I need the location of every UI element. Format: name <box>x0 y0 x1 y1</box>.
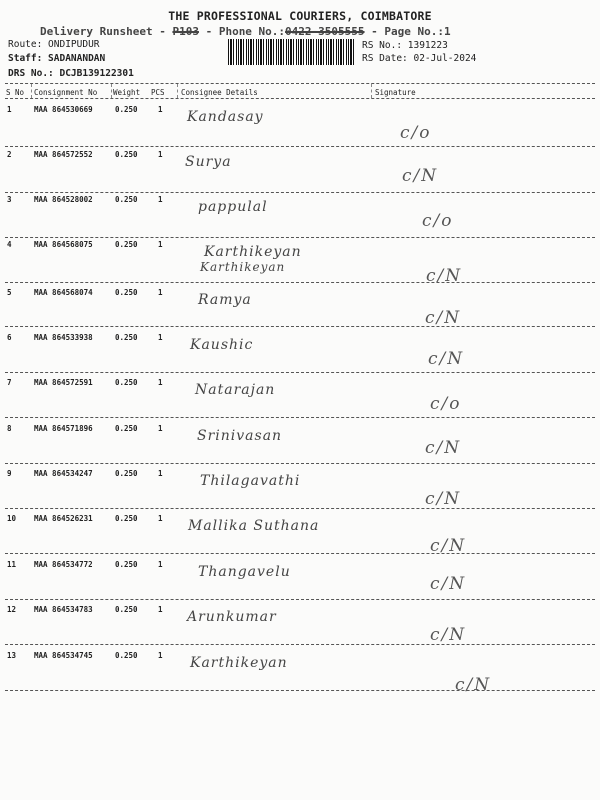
row-receiver-signature: c/o <box>430 394 462 414</box>
row-divider <box>5 282 595 283</box>
row-divider <box>5 372 595 373</box>
row-weight: 0.250 <box>115 378 138 387</box>
row-consignment-no: MAA 864568075 <box>34 240 93 249</box>
row-consignee-signature: Arunkumar <box>187 609 277 625</box>
row-divider <box>5 326 595 327</box>
col-header-sno: S No <box>6 88 25 97</box>
row-consignment-no: MAA 864572552 <box>34 150 93 159</box>
row-divider <box>5 463 595 464</box>
row-pcs: 1 <box>158 240 163 249</box>
row-divider <box>5 599 595 600</box>
col-sep <box>371 84 372 98</box>
row-pcs: 1 <box>158 105 163 114</box>
row-divider <box>5 146 595 147</box>
row-divider <box>5 690 595 691</box>
row-pcs: 1 <box>158 378 163 387</box>
row-receiver-signature: c/N <box>430 574 467 594</box>
row-pcs: 1 <box>158 195 163 204</box>
row-consignment-no: MAA 864534247 <box>34 469 93 478</box>
rs-number: RS No.: 1391223 <box>362 40 448 51</box>
row-sno: 2 <box>7 150 12 159</box>
row-divider <box>5 553 595 554</box>
header-top-rule <box>5 83 595 84</box>
row-weight: 0.250 <box>115 333 138 342</box>
row-weight: 0.250 <box>115 105 138 114</box>
row-pcs: 1 <box>158 288 163 297</box>
row-pcs: 1 <box>158 424 163 433</box>
row-sno: 10 <box>7 514 17 523</box>
row-pcs: 1 <box>158 605 163 614</box>
row-weight: 0.250 <box>115 288 138 297</box>
row-receiver-signature: c/o <box>400 123 432 143</box>
phone-number: 0422-3505555 <box>285 25 365 38</box>
rs-date: RS Date: 02-Jul-2024 <box>362 53 477 64</box>
row-sno: 3 <box>7 195 12 204</box>
page-number: - Page No.:1 <box>364 25 451 38</box>
row-consignment-no: MAA 864534783 <box>34 605 93 614</box>
row-weight: 0.250 <box>115 605 138 614</box>
row-sno: 1 <box>7 105 12 114</box>
runsheet-mid: - Phone No.: <box>198 25 286 38</box>
barcode <box>228 39 354 65</box>
row-receiver-signature: c/o <box>422 211 454 231</box>
row-pcs: 1 <box>158 514 163 523</box>
row-receiver-signature: c/N <box>428 349 465 369</box>
runsheet-code: P103 <box>172 25 199 38</box>
row-consignment-no: MAA 864528002 <box>34 195 93 204</box>
col-header-weight: Weight <box>113 88 141 97</box>
row-consignee-signature: Mallika Suthana <box>188 518 320 534</box>
row-sno: 8 <box>7 424 12 433</box>
row-weight: 0.250 <box>115 424 138 433</box>
row-consignment-no: MAA 864571896 <box>34 424 93 433</box>
row-receiver-signature: c/N <box>402 166 439 186</box>
row-consignment-no: MAA 864530669 <box>34 105 93 114</box>
row-weight: 0.250 <box>115 240 138 249</box>
row-pcs: 1 <box>158 150 163 159</box>
row-consignment-no: MAA 864572591 <box>34 378 93 387</box>
row-divider <box>5 508 595 509</box>
row-consignment-no: MAA 864533938 <box>34 333 93 342</box>
row-sno: 12 <box>7 605 17 614</box>
drs-number: DRS No.: DCJB139122301 <box>8 68 134 79</box>
row-consignment-no: MAA 864534745 <box>34 651 93 660</box>
col-header-consignee: Consignee Details <box>181 88 258 97</box>
row-receiver-signature: c/N <box>425 438 462 458</box>
row-consignee-signature: Ramya <box>198 292 252 308</box>
runsheet-prefix: Delivery Runsheet - <box>40 25 173 38</box>
col-header-consignment: Consignment No <box>34 88 98 97</box>
col-sep <box>177 84 178 98</box>
row-receiver-signature: c/N <box>425 489 462 509</box>
col-sep <box>111 84 112 98</box>
row-weight: 0.250 <box>115 514 138 523</box>
col-header-pcs: PCS <box>151 88 165 97</box>
row-weight: 0.250 <box>115 651 138 660</box>
route-label: Route: ONDIPUDUR <box>8 39 100 50</box>
row-consignment-no: MAA 864568074 <box>34 288 93 297</box>
row-consignee-signature: Srinivasan <box>197 428 283 444</box>
row-receiver-signature: c/N <box>455 675 492 695</box>
col-header-signature: Signature <box>375 88 416 97</box>
row-pcs: 1 <box>158 469 163 478</box>
row-divider <box>5 192 595 193</box>
row-consignment-no: MAA 864534772 <box>34 560 93 569</box>
row-consignee-signature-line2: Karthikeyan <box>200 260 286 274</box>
row-sno: 13 <box>7 651 17 660</box>
row-weight: 0.250 <box>115 560 138 569</box>
row-consignee-signature: Thangavelu <box>198 564 291 580</box>
row-sno: 11 <box>7 560 17 569</box>
staff-label: Staff: SADANANDAN <box>8 53 106 64</box>
row-receiver-signature: c/N <box>430 625 467 645</box>
row-consignee-signature: Natarajan <box>195 382 276 398</box>
row-consignment-no: MAA 864526231 <box>34 514 93 523</box>
row-consignee-signature: pappulal <box>198 199 268 215</box>
row-receiver-signature: c/N <box>426 266 463 286</box>
row-divider <box>5 417 595 418</box>
row-weight: 0.250 <box>115 150 138 159</box>
header-bottom-rule <box>5 98 595 99</box>
row-sno: 7 <box>7 378 12 387</box>
row-pcs: 1 <box>158 651 163 660</box>
row-consignee-signature: Karthikeyan <box>190 655 288 671</box>
col-sep <box>31 84 32 98</box>
runsheet-subtitle <box>40 25 451 38</box>
row-weight: 0.250 <box>115 469 138 478</box>
row-sno: 6 <box>7 333 12 342</box>
row-consignee-signature: Thilagavathi <box>200 473 301 489</box>
row-pcs: 1 <box>158 560 163 569</box>
row-weight: 0.250 <box>115 195 138 204</box>
row-sno: 5 <box>7 288 12 297</box>
row-receiver-signature: c/N <box>430 536 467 556</box>
row-consignee-signature: Kandasay <box>187 109 264 125</box>
row-divider <box>5 237 595 238</box>
row-sno: 9 <box>7 469 12 478</box>
row-consignee-signature: Surya <box>185 154 232 170</box>
row-receiver-signature: c/N <box>425 308 462 328</box>
row-divider <box>5 644 595 645</box>
company-title: THE PROFESSIONAL COURIERS, COIMBATORE <box>168 9 432 23</box>
row-consignee-signature: Karthikeyan <box>204 244 302 260</box>
row-pcs: 1 <box>158 333 163 342</box>
row-sno: 4 <box>7 240 12 249</box>
row-consignee-signature: Kaushic <box>190 337 254 353</box>
